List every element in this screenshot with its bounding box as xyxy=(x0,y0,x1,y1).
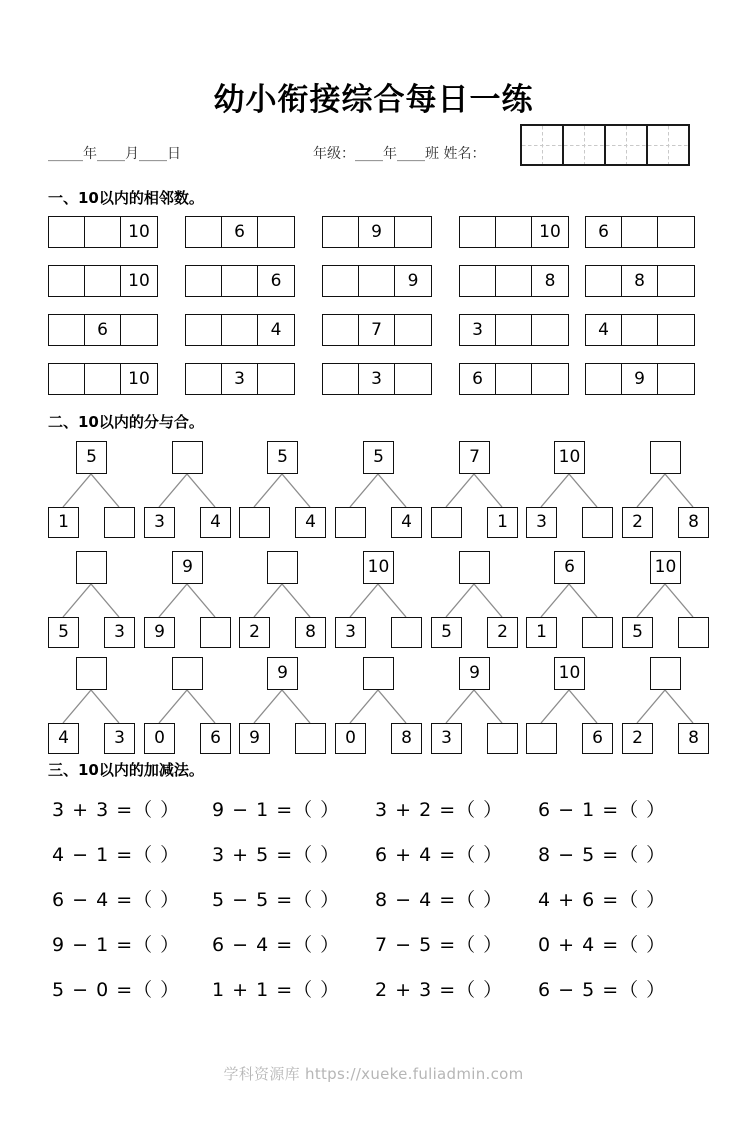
neighbor-strip xyxy=(185,314,295,346)
number-box: 9 xyxy=(144,617,175,648)
bond-connector-lines xyxy=(622,584,708,617)
answer-box-empty[interactable] xyxy=(172,441,203,474)
equation-row xyxy=(48,795,708,840)
equation-item[interactable]: 5 − 5 =（ ） xyxy=(212,889,341,911)
answer-box-empty[interactable] xyxy=(496,217,532,247)
answer-box-empty[interactable] xyxy=(487,723,518,754)
answer-box-empty[interactable] xyxy=(295,723,326,754)
number-box: 9 xyxy=(172,551,203,584)
number-bond-row xyxy=(48,657,708,757)
answer-box-empty[interactable] xyxy=(395,364,431,394)
answer-box-empty[interactable] xyxy=(85,217,121,247)
answer-box-empty[interactable] xyxy=(650,657,681,690)
number-bond-tree xyxy=(239,551,325,651)
equation-item[interactable]: 3 + 2 =（ ） xyxy=(375,799,504,821)
name-grid-cell[interactable] xyxy=(522,126,564,164)
answer-box-empty[interactable] xyxy=(49,266,85,296)
answer-box-empty[interactable] xyxy=(239,507,270,538)
number-box: 9 xyxy=(239,723,270,754)
number-bond-tree xyxy=(431,551,517,651)
neighbor-strip xyxy=(48,265,158,297)
number-bond-tree xyxy=(526,441,612,541)
number-box: 0 xyxy=(144,723,175,754)
answer-box-empty[interactable] xyxy=(200,617,231,648)
answer-box-empty[interactable] xyxy=(222,315,258,345)
answer-box-empty[interactable] xyxy=(586,364,622,394)
number-box: 3 xyxy=(104,617,135,648)
number-box: 2 xyxy=(487,617,518,648)
bond-connector-lines xyxy=(48,690,134,723)
number-box: 6 xyxy=(460,364,496,394)
neighbor-strip xyxy=(459,363,569,395)
number-box: 8 xyxy=(622,266,658,296)
number-box: 4 xyxy=(586,315,622,345)
number-box: 6 xyxy=(554,551,585,584)
neighbor-strip xyxy=(585,363,695,395)
bond-connector-lines xyxy=(335,690,421,723)
equation-item[interactable]: 9 − 1 =（ ） xyxy=(212,799,341,821)
equation-item[interactable]: 0 + 4 =（ ） xyxy=(538,934,667,956)
number-box: 4 xyxy=(48,723,79,754)
number-box: 2 xyxy=(622,507,653,538)
number-bond-tree xyxy=(48,441,134,541)
neighbor-strip xyxy=(322,216,432,248)
neighbor-strip xyxy=(322,363,432,395)
neighbor-strip-row xyxy=(48,363,708,395)
neighbor-strip xyxy=(185,265,295,297)
section-2-heading: 二、10以内的分与合。 xyxy=(48,413,204,431)
number-box: 6 xyxy=(582,723,613,754)
number-box: 9 xyxy=(267,657,298,690)
answer-box-empty[interactable] xyxy=(658,266,694,296)
name-writing-grid[interactable] xyxy=(520,124,690,166)
number-box: 0 xyxy=(335,723,366,754)
neighbor-strip xyxy=(585,265,695,297)
name-grid-cell[interactable] xyxy=(564,126,606,164)
name-grid-cell[interactable] xyxy=(648,126,688,164)
number-box: 3 xyxy=(144,507,175,538)
equation-item[interactable]: 9 − 1 =（ ） xyxy=(52,934,181,956)
answer-box-empty[interactable] xyxy=(323,364,359,394)
bond-connector-lines xyxy=(144,584,230,617)
neighbor-strip-row xyxy=(48,314,708,346)
number-box: 7 xyxy=(359,315,395,345)
number-box: 1 xyxy=(526,617,557,648)
number-box: 3 xyxy=(359,364,395,394)
neighbor-strip xyxy=(585,216,695,248)
number-box: 8 xyxy=(391,723,422,754)
number-box: 3 xyxy=(526,507,557,538)
answer-box-empty[interactable] xyxy=(496,364,532,394)
number-box: 3 xyxy=(104,723,135,754)
number-box: 5 xyxy=(622,617,653,648)
number-bond-row xyxy=(48,441,708,541)
number-box: 10 xyxy=(363,551,394,584)
answer-box-empty[interactable] xyxy=(658,364,694,394)
equation-item[interactable]: 8 − 4 =（ ） xyxy=(375,889,504,911)
number-bond-tree xyxy=(526,551,612,651)
neighbor-strip xyxy=(185,363,295,395)
date-line: _____年____月____日 xyxy=(48,146,181,162)
number-bond-tree xyxy=(526,657,612,757)
answer-box-empty[interactable] xyxy=(658,315,694,345)
equation-item[interactable]: 6 − 4 =（ ） xyxy=(52,889,181,911)
answer-box-empty[interactable] xyxy=(650,441,681,474)
answer-box-empty[interactable] xyxy=(622,315,658,345)
number-box: 8 xyxy=(678,507,709,538)
equation-item[interactable]: 3 + 5 =（ ） xyxy=(212,844,341,866)
answer-box-empty[interactable] xyxy=(49,315,85,345)
bond-connector-lines xyxy=(622,690,708,723)
number-box: 2 xyxy=(239,617,270,648)
bond-connector-lines xyxy=(144,474,230,507)
number-box: 4 xyxy=(200,507,231,538)
answer-box-empty[interactable] xyxy=(186,266,222,296)
number-box: 6 xyxy=(586,217,622,247)
answer-box-empty[interactable] xyxy=(391,617,422,648)
number-box: 8 xyxy=(678,723,709,754)
watermark: 学科资源库 https://xueke.fuliadmin.com xyxy=(223,1065,524,1083)
equation-item[interactable]: 3 + 3 =（ ） xyxy=(52,799,181,821)
bond-connector-lines xyxy=(431,584,517,617)
equation-item[interactable]: 4 − 1 =（ ） xyxy=(52,844,181,866)
number-box: 6 xyxy=(222,217,258,247)
bond-connector-lines xyxy=(239,474,325,507)
equation-item[interactable]: 5 − 0 =（ ） xyxy=(52,979,181,1001)
bond-connector-lines xyxy=(48,474,134,507)
neighbor-strip-row xyxy=(48,265,708,297)
answer-box-empty[interactable] xyxy=(258,364,294,394)
number-bond-tree xyxy=(622,551,708,651)
number-box: 10 xyxy=(128,270,150,291)
bond-connector-lines xyxy=(526,474,612,507)
section-3-heading: 三、10以内的加减法。 xyxy=(48,761,204,779)
answer-box-empty[interactable] xyxy=(267,551,298,584)
number-box: 8 xyxy=(295,617,326,648)
number-bond-tree xyxy=(144,551,230,651)
number-box: 3 xyxy=(460,315,496,345)
answer-box-empty[interactable] xyxy=(49,364,85,394)
number-box: 3 xyxy=(431,723,462,754)
neighbor-strip xyxy=(459,265,569,297)
number-box: 7 xyxy=(459,441,490,474)
answer-box-empty[interactable] xyxy=(76,551,107,584)
number-box: 5 xyxy=(431,617,462,648)
answer-box-empty[interactable] xyxy=(85,364,121,394)
number-box: 1 xyxy=(48,507,79,538)
answer-box-empty[interactable] xyxy=(658,217,694,247)
number-bond-tree xyxy=(335,657,421,757)
number-box: 5 xyxy=(363,441,394,474)
answer-box-empty[interactable] xyxy=(186,217,222,247)
number-box: 8 xyxy=(544,270,556,291)
neighbor-strip xyxy=(322,314,432,346)
neighbor-strip xyxy=(459,314,569,346)
grade-class-name-line: 年级：____年____班 姓名： xyxy=(313,146,486,162)
answer-box-empty[interactable] xyxy=(460,266,496,296)
bond-connector-lines xyxy=(144,690,230,723)
neighbor-strip xyxy=(585,314,695,346)
equation-row xyxy=(48,975,708,1020)
answer-box-empty[interactable] xyxy=(582,617,613,648)
number-box: 9 xyxy=(622,364,658,394)
answer-box-empty[interactable] xyxy=(121,315,157,345)
bond-connector-lines xyxy=(239,584,325,617)
number-box: 5 xyxy=(76,441,107,474)
answer-box-empty[interactable] xyxy=(323,217,359,247)
number-box: 5 xyxy=(267,441,298,474)
number-bond-tree xyxy=(144,441,230,541)
number-box: 9 xyxy=(359,217,395,247)
number-box: 1 xyxy=(487,507,518,538)
answer-box-empty[interactable] xyxy=(431,507,462,538)
number-box: 5 xyxy=(48,617,79,648)
number-box: 6 xyxy=(200,723,231,754)
number-bond-tree xyxy=(335,551,421,651)
section-1-heading: 一、10以内的相邻数。 xyxy=(48,189,204,207)
answer-box-empty[interactable] xyxy=(186,315,222,345)
answer-box-empty[interactable] xyxy=(222,266,258,296)
answer-box-empty[interactable] xyxy=(459,551,490,584)
answer-box-empty[interactable] xyxy=(85,266,121,296)
answer-box-empty[interactable] xyxy=(622,217,658,247)
neighbor-strip xyxy=(48,363,158,395)
equation-item[interactable]: 8 − 5 =（ ） xyxy=(538,844,667,866)
answer-box-empty[interactable] xyxy=(678,617,709,648)
number-box: 10 xyxy=(650,551,681,584)
bond-connector-lines xyxy=(335,474,421,507)
answer-box-empty[interactable] xyxy=(586,266,622,296)
number-box: 2 xyxy=(622,723,653,754)
number-box: 10 xyxy=(128,368,150,389)
answer-box-empty[interactable] xyxy=(363,657,394,690)
bond-connector-lines xyxy=(335,584,421,617)
number-box: 4 xyxy=(391,507,422,538)
number-bond-tree xyxy=(431,441,517,541)
answer-box-empty[interactable] xyxy=(526,723,557,754)
number-box: 10 xyxy=(539,221,561,242)
equation-item[interactable]: 6 + 4 =（ ） xyxy=(375,844,504,866)
number-box: 10 xyxy=(554,657,585,690)
name-grid-cell[interactable] xyxy=(606,126,648,164)
number-bond-tree xyxy=(48,657,134,757)
answer-box-empty[interactable] xyxy=(258,217,294,247)
number-bond-tree xyxy=(144,657,230,757)
neighbor-strip xyxy=(185,216,295,248)
number-bond-tree xyxy=(431,657,517,757)
answer-box-empty[interactable] xyxy=(532,315,568,345)
number-bond-tree xyxy=(622,441,708,541)
answer-box-empty[interactable] xyxy=(496,266,532,296)
number-bond-tree xyxy=(239,441,325,541)
answer-box-empty[interactable] xyxy=(359,266,395,296)
number-bond-row xyxy=(48,551,708,651)
number-box: 10 xyxy=(128,221,150,242)
number-box: 4 xyxy=(295,507,326,538)
equation-row xyxy=(48,840,708,885)
answer-box-empty[interactable] xyxy=(323,266,359,296)
number-box: 3 xyxy=(335,617,366,648)
bond-connector-lines xyxy=(526,690,612,723)
answer-box-empty[interactable] xyxy=(496,315,532,345)
bond-connector-lines xyxy=(48,584,134,617)
answer-box-empty[interactable] xyxy=(335,507,366,538)
number-box: 10 xyxy=(554,441,585,474)
equation-row xyxy=(48,885,708,930)
answer-box-empty[interactable] xyxy=(186,364,222,394)
bond-connector-lines xyxy=(622,474,708,507)
number-box: 6 xyxy=(270,270,282,291)
number-box: 6 xyxy=(85,315,121,345)
answer-box-empty[interactable] xyxy=(172,657,203,690)
answer-box-empty[interactable] xyxy=(532,364,568,394)
answer-box-empty[interactable] xyxy=(395,315,431,345)
answer-box-empty[interactable] xyxy=(104,507,135,538)
number-box: 9 xyxy=(459,657,490,690)
answer-box-empty[interactable] xyxy=(323,315,359,345)
answer-box-empty[interactable] xyxy=(395,217,431,247)
answer-box-empty[interactable] xyxy=(49,217,85,247)
number-bond-tree xyxy=(335,441,421,541)
equation-item[interactable]: 7 − 5 =（ ） xyxy=(375,934,504,956)
neighbor-strip xyxy=(322,265,432,297)
bond-connector-lines xyxy=(526,584,612,617)
neighbor-strip xyxy=(48,314,158,346)
equation-row xyxy=(48,930,708,975)
neighbor-strip-row xyxy=(48,216,708,248)
equation-item[interactable]: 6 − 1 =（ ） xyxy=(538,799,667,821)
number-bond-tree xyxy=(48,551,134,651)
equation-item[interactable]: 6 − 4 =（ ） xyxy=(212,934,341,956)
neighbor-strip xyxy=(459,216,569,248)
bond-connector-lines xyxy=(431,474,517,507)
answer-box-empty[interactable] xyxy=(460,217,496,247)
equation-item[interactable]: 6 − 5 =（ ） xyxy=(538,979,667,1001)
number-box: 3 xyxy=(222,364,258,394)
number-bond-tree xyxy=(622,657,708,757)
number-box: 4 xyxy=(270,319,282,340)
page-title: 幼小衔接综合每日一练 xyxy=(213,82,534,118)
equation-item[interactable]: 2 + 3 =（ ） xyxy=(375,979,504,1001)
neighbor-strip xyxy=(48,216,158,248)
equation-item[interactable]: 4 + 6 =（ ） xyxy=(538,889,667,911)
bond-connector-lines xyxy=(239,690,325,723)
answer-box-empty[interactable] xyxy=(76,657,107,690)
number-bond-tree xyxy=(239,657,325,757)
equation-item[interactable]: 1 + 1 =（ ） xyxy=(212,979,341,1001)
bond-connector-lines xyxy=(431,690,517,723)
number-box: 9 xyxy=(407,270,419,291)
answer-box-empty[interactable] xyxy=(582,507,613,538)
